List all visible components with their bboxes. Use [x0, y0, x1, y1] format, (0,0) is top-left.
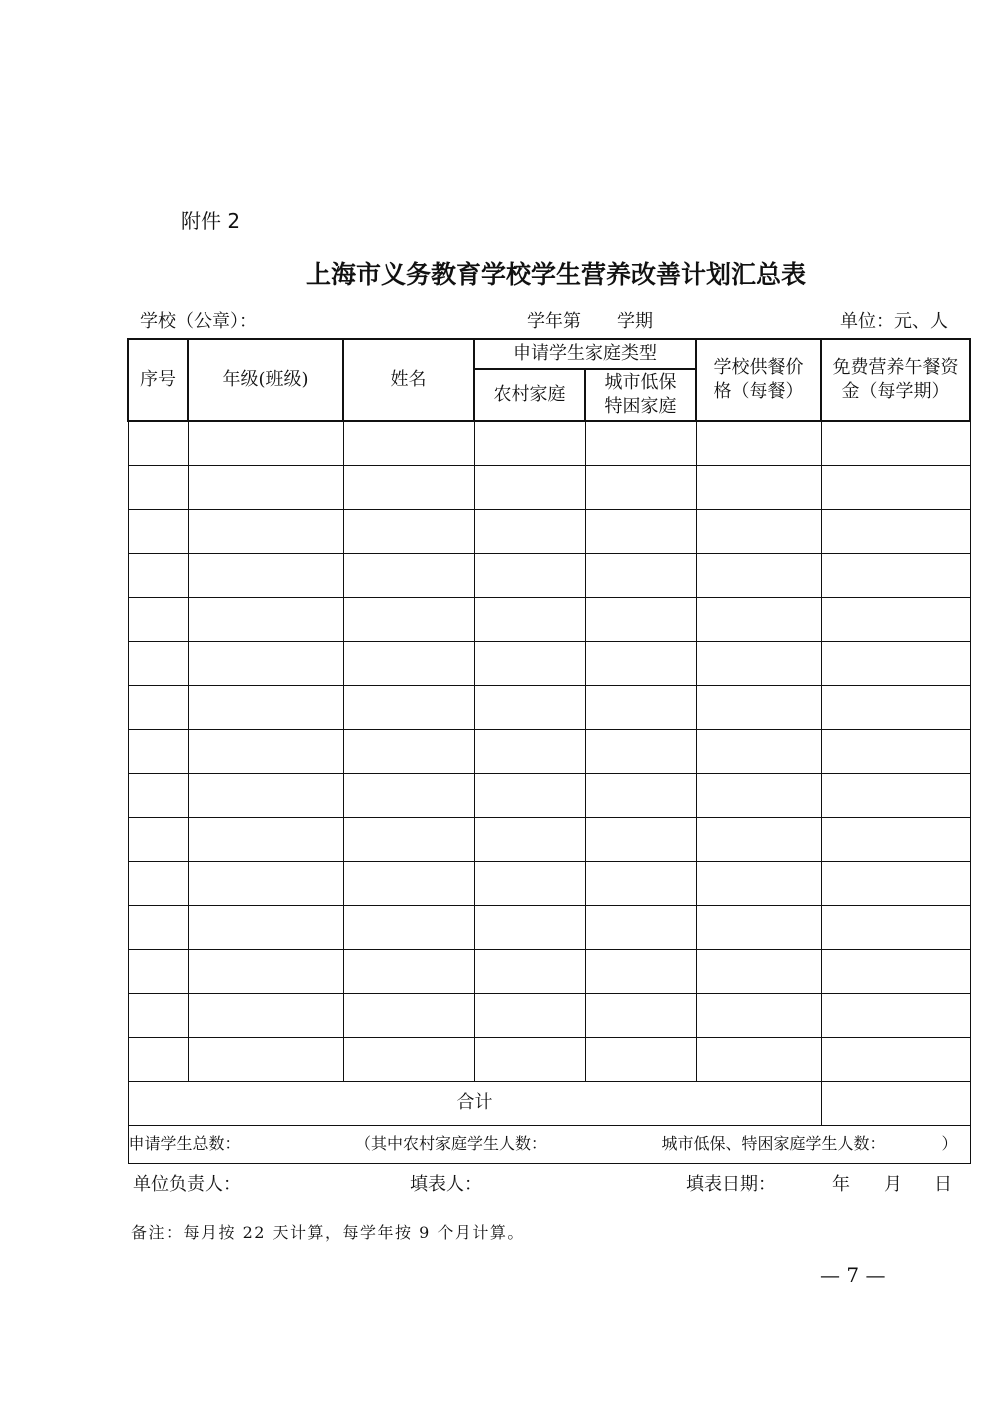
table-row: [128, 861, 970, 905]
cell-grade[interactable]: [188, 861, 343, 905]
cell-seq[interactable]: [128, 641, 188, 685]
cell-rural[interactable]: [474, 773, 585, 817]
table-row: [128, 421, 970, 465]
cell-rural[interactable]: [474, 465, 585, 509]
cell-fund[interactable]: [821, 597, 970, 641]
header-urban-family: 城市低保特困家庭: [585, 369, 696, 421]
cell-grade[interactable]: [188, 817, 343, 861]
table-row: [128, 641, 970, 685]
cell-grade[interactable]: [188, 905, 343, 949]
cell-price[interactable]: [696, 685, 821, 729]
cell-name[interactable]: [343, 685, 474, 729]
total-fund-cell[interactable]: [821, 1081, 970, 1125]
cell-seq[interactable]: [128, 597, 188, 641]
cell-fund[interactable]: [821, 817, 970, 861]
cell-price[interactable]: [696, 817, 821, 861]
cell-fund[interactable]: [821, 465, 970, 509]
attachment-label: 附件 2: [181, 209, 241, 233]
cell-seq[interactable]: [128, 1037, 188, 1081]
table-row: [128, 465, 970, 509]
cell-name[interactable]: [343, 861, 474, 905]
month-label: 月: [884, 1174, 902, 1195]
cell-rural[interactable]: [474, 949, 585, 993]
cell-urban[interactable]: [585, 773, 696, 817]
cell-name[interactable]: [343, 773, 474, 817]
cell-seq[interactable]: [128, 729, 188, 773]
cell-price[interactable]: [696, 553, 821, 597]
table-row: [128, 773, 970, 817]
cell-fund[interactable]: [821, 773, 970, 817]
cell-name[interactable]: [343, 421, 474, 465]
cell-seq[interactable]: [128, 817, 188, 861]
header-name: 姓名: [343, 339, 474, 421]
header-rural-family: 农村家庭: [474, 369, 585, 421]
unit-label: 单位：元、人: [840, 311, 948, 332]
form-title: 上海市义务教育学校学生营养改善计划汇总表: [305, 260, 806, 289]
cell-price[interactable]: [696, 729, 821, 773]
cell-name[interactable]: [343, 993, 474, 1037]
cell-seq[interactable]: [128, 905, 188, 949]
fill-date-label: 填表日期：: [686, 1174, 776, 1195]
cell-name[interactable]: [343, 949, 474, 993]
cell-grade[interactable]: [188, 1037, 343, 1081]
cell-rural[interactable]: [474, 905, 585, 949]
cell-rural[interactable]: [474, 597, 585, 641]
cell-seq[interactable]: [128, 861, 188, 905]
cell-price[interactable]: [696, 905, 821, 949]
cell-urban[interactable]: [585, 949, 696, 993]
cell-fund[interactable]: [821, 641, 970, 685]
cell-name[interactable]: [343, 817, 474, 861]
cell-name[interactable]: [343, 729, 474, 773]
cell-grade[interactable]: [188, 509, 343, 553]
table-row: [128, 817, 970, 861]
cell-seq[interactable]: [128, 553, 188, 597]
cell-urban[interactable]: [585, 685, 696, 729]
cell-rural[interactable]: [474, 1037, 585, 1081]
cell-rural[interactable]: [474, 421, 585, 465]
school-term-label: 学年第 学期: [527, 311, 653, 332]
cell-seq[interactable]: [128, 509, 188, 553]
cell-price[interactable]: [696, 993, 821, 1037]
summary-table: [127, 338, 971, 1164]
cell-grade[interactable]: [188, 597, 343, 641]
cell-grade[interactable]: [188, 641, 343, 685]
cell-seq[interactable]: [128, 421, 188, 465]
page-number: — 7 —: [820, 1263, 886, 1287]
table-row: [128, 685, 970, 729]
cell-price[interactable]: [696, 773, 821, 817]
cell-seq[interactable]: [128, 685, 188, 729]
cell-rural[interactable]: [474, 817, 585, 861]
table-row: [128, 729, 970, 773]
cell-name[interactable]: [343, 905, 474, 949]
cell-seq[interactable]: [128, 773, 188, 817]
remark-note: 备注：每月按 22 天计算，每学年按 9 个月计算。: [131, 1223, 525, 1242]
cell-urban[interactable]: [585, 641, 696, 685]
school-seal-label: 学校（公章）：: [140, 311, 257, 332]
cell-rural[interactable]: [474, 553, 585, 597]
cell-urban[interactable]: [585, 421, 696, 465]
responsible-person-label: 单位负责人：: [133, 1174, 241, 1195]
cell-name[interactable]: [343, 597, 474, 641]
rural-count-label: （其中农村家庭学生人数：: [354, 1134, 547, 1154]
cell-rural[interactable]: [474, 685, 585, 729]
cell-fund[interactable]: [821, 421, 970, 465]
cell-rural[interactable]: [474, 993, 585, 1037]
applicant-summary-cell[interactable]: [128, 1125, 970, 1163]
cell-urban[interactable]: [585, 729, 696, 773]
cell-price[interactable]: [696, 509, 821, 553]
cell-rural[interactable]: [474, 509, 585, 553]
cell-seq[interactable]: [128, 993, 188, 1037]
cell-fund[interactable]: [821, 509, 970, 553]
cell-grade[interactable]: [188, 465, 343, 509]
cell-name[interactable]: [343, 553, 474, 597]
header-lunch-fund: 免费营养午餐资金（每学期）: [821, 339, 970, 421]
cell-name[interactable]: [343, 509, 474, 553]
total-label: 合计: [456, 1091, 493, 1113]
cell-grade[interactable]: [188, 421, 343, 465]
urban-count-label: 城市低保、特困家庭学生人数： ）: [661, 1134, 958, 1154]
cell-price[interactable]: [696, 641, 821, 685]
cell-price[interactable]: [696, 861, 821, 905]
table-row: [128, 1037, 970, 1081]
header-family-type: 申请学生家庭类型: [474, 339, 696, 369]
cell-rural[interactable]: [474, 861, 585, 905]
cell-grade[interactable]: [188, 949, 343, 993]
form-filler-label: 填表人：: [410, 1174, 482, 1195]
header-meal-price: 学校供餐价格（每餐）: [696, 339, 821, 421]
cell-fund[interactable]: [821, 993, 970, 1037]
cell-urban[interactable]: [585, 905, 696, 949]
year-label: 年: [832, 1174, 850, 1195]
cell-grade[interactable]: [188, 685, 343, 729]
cell-seq[interactable]: [128, 465, 188, 509]
total-applicants-label: 申请学生总数：: [128, 1134, 241, 1154]
table-row: [128, 993, 970, 1037]
table-body: [128, 421, 970, 1081]
total-label-cell: [128, 1081, 821, 1125]
header-seq: 序号: [128, 339, 188, 421]
header-grade: 年级(班级): [188, 339, 343, 421]
cell-urban[interactable]: [585, 509, 696, 553]
cell-name[interactable]: [343, 641, 474, 685]
cell-urban[interactable]: [585, 817, 696, 861]
cell-urban[interactable]: [585, 553, 696, 597]
cell-grade[interactable]: [188, 729, 343, 773]
cell-grade[interactable]: [188, 993, 343, 1037]
table-row: [128, 905, 970, 949]
cell-price[interactable]: [696, 949, 821, 993]
cell-urban[interactable]: [585, 993, 696, 1037]
cell-urban[interactable]: [585, 597, 696, 641]
cell-urban[interactable]: [585, 465, 696, 509]
cell-grade[interactable]: [188, 553, 343, 597]
cell-fund[interactable]: [821, 729, 970, 773]
cell-urban[interactable]: [585, 1037, 696, 1081]
cell-price[interactable]: [696, 421, 821, 465]
table-row: [128, 949, 970, 993]
cell-price[interactable]: [696, 465, 821, 509]
cell-price[interactable]: [696, 597, 821, 641]
cell-price[interactable]: [696, 1037, 821, 1081]
table-row: [128, 553, 970, 597]
cell-seq[interactable]: [128, 949, 188, 993]
day-label: 日: [934, 1174, 952, 1195]
cell-urban[interactable]: [585, 861, 696, 905]
cell-fund[interactable]: [821, 949, 970, 993]
cell-name[interactable]: [343, 465, 474, 509]
cell-rural[interactable]: [474, 641, 585, 685]
cell-fund[interactable]: [821, 685, 970, 729]
cell-name[interactable]: [343, 1037, 474, 1081]
cell-fund[interactable]: [821, 1037, 970, 1081]
cell-fund[interactable]: [821, 905, 970, 949]
table-row: [128, 509, 970, 553]
cell-rural[interactable]: [474, 729, 585, 773]
cell-grade[interactable]: [188, 773, 343, 817]
cell-fund[interactable]: [821, 553, 970, 597]
table-row: [128, 597, 970, 641]
cell-fund[interactable]: [821, 861, 970, 905]
